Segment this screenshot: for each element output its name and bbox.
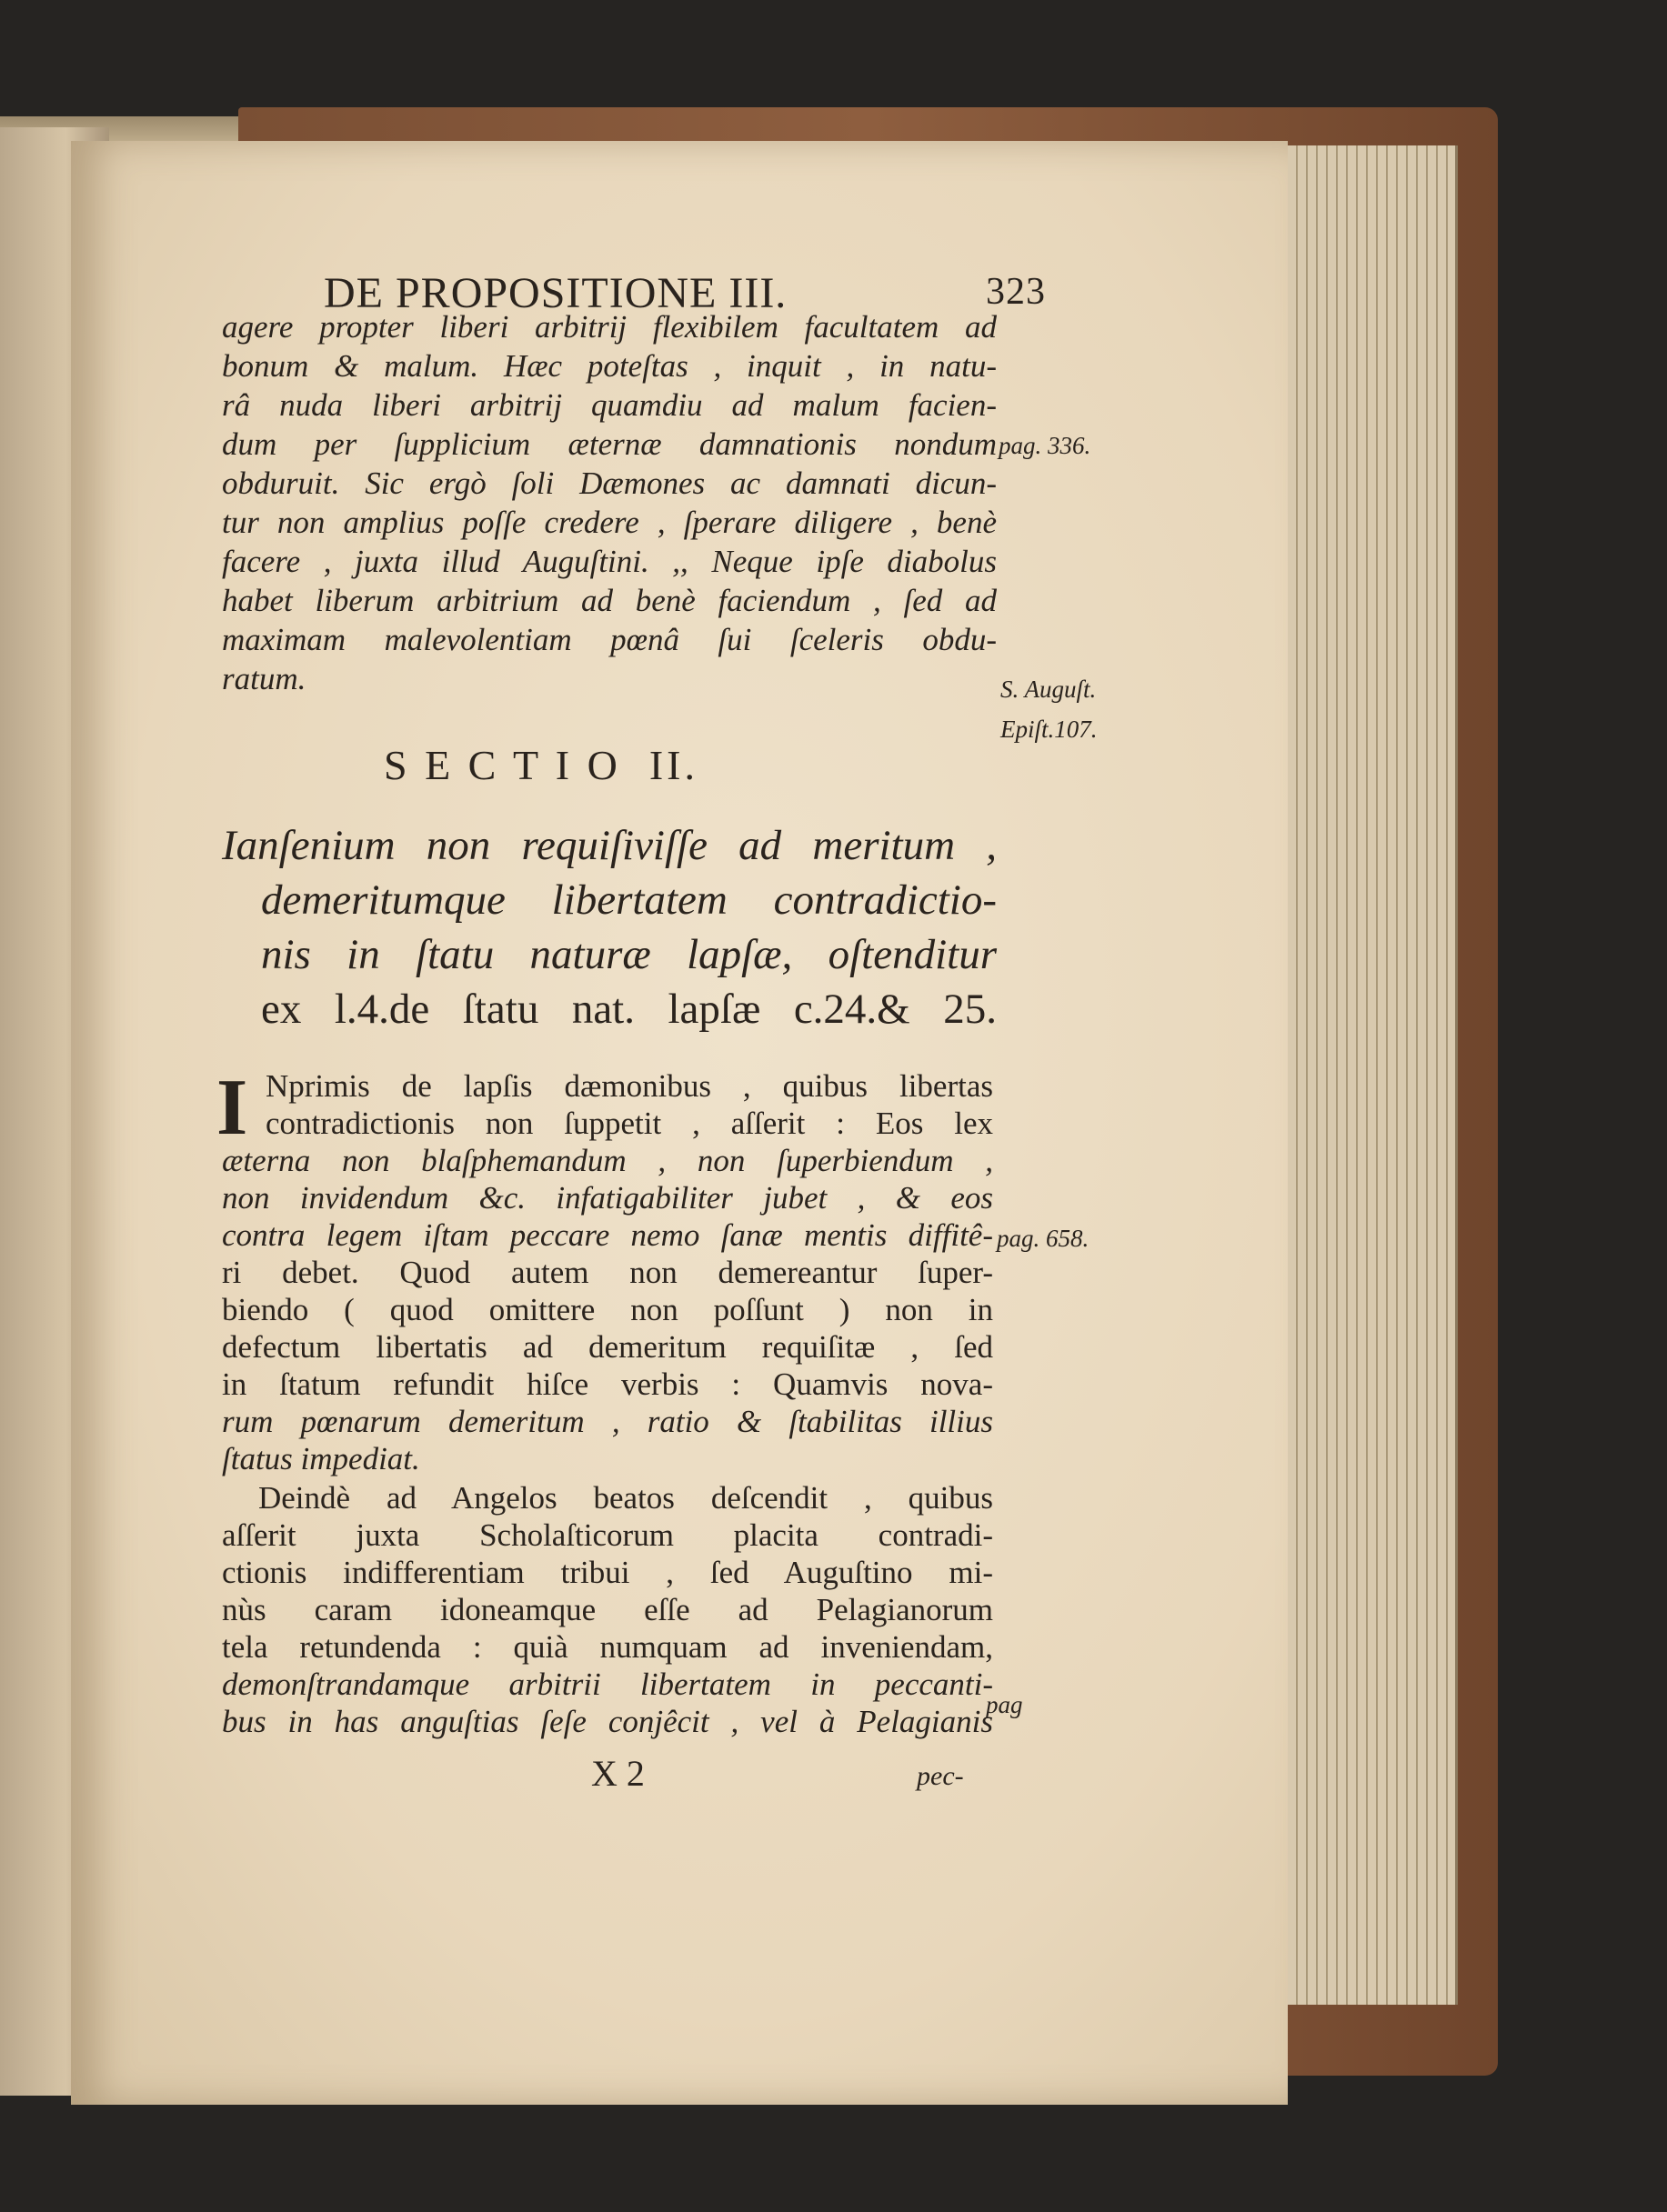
text-line: facere , juxta illud Auguſtini. ,, Neque ipſe diabolus bbox=[222, 544, 997, 579]
text-line: dum per ſupplicium æternæ damnationis nondum bbox=[222, 426, 997, 462]
text-line: bus in has anguſtias ſeſe conjêcit , vel à Pelagianis bbox=[222, 1704, 993, 1739]
section-heading-line: Ianſenium non requiſiviſſe ad meritum , bbox=[222, 822, 997, 869]
drop-cap: I bbox=[216, 1064, 248, 1152]
text-line: in ſtatum refundit hiſce verbis : Quamvis nova- bbox=[222, 1366, 993, 1402]
text-line: non invidendum &c. infatigabiliter jubet , & eos bbox=[222, 1180, 993, 1216]
margin-note: Epiſt.107. bbox=[1000, 716, 1098, 743]
text-line: æterna non blaſphemandum , non ſuperbiendum , bbox=[222, 1143, 993, 1178]
text-line: demonſtrandamque arbitrii libertatem in peccanti- bbox=[222, 1667, 993, 1702]
margin-note: pag. 658. bbox=[997, 1225, 1090, 1252]
text-line: râ nuda liberi arbitrij quamdiu ad malum facien- bbox=[222, 387, 997, 423]
margin-note: pag bbox=[986, 1691, 1023, 1718]
text-line: nùs caram idoneamque eſſe ad Pelagianorum bbox=[222, 1592, 993, 1627]
text-line: ſtatus impediat. bbox=[222, 1441, 420, 1476]
text-line: ctionis indifferentiam tribui , ſed Auguſtino mi- bbox=[222, 1555, 993, 1590]
text-line: obduruit. Sic ergò ſoli Dæmones ac damnati dicun- bbox=[222, 465, 997, 501]
book-page bbox=[71, 141, 1288, 2105]
section-title: S E C T I O II. bbox=[384, 742, 698, 788]
margin-note: pag. 336. bbox=[999, 432, 1091, 459]
text-line: maximam malevolentiam pœnâ ſui ſceleris obdu- bbox=[222, 622, 997, 657]
text-line: ratum. bbox=[222, 661, 306, 696]
margin-note: S. Auguſt. bbox=[1000, 676, 1097, 703]
text-line: contra legem iſtam peccare nemo ſanæ mentis diffitê- bbox=[222, 1217, 993, 1253]
text-line: Deindè ad Angelos beatos deſcendit , quibus bbox=[258, 1480, 993, 1516]
running-header: DE PROPOSITIONE III. bbox=[324, 269, 788, 317]
text-line: biendo ( quod omittere non poſſunt ) non in bbox=[222, 1292, 993, 1327]
text-line: tela retundenda : quià numquam ad inveniendam, bbox=[222, 1629, 993, 1665]
signature-mark: X 2 bbox=[591, 1753, 645, 1794]
text-line: Nprimis de lapſis dæmonibus , quibus libertas bbox=[266, 1068, 993, 1104]
text-line: tur non amplius poſſe credere , ſperare diligere , benè bbox=[222, 505, 997, 540]
section-heading-line: nis in ſtatu naturæ lapſæ, oſtenditur bbox=[261, 931, 997, 978]
catchword: pec- bbox=[917, 1761, 964, 1791]
text-line: ri debet. Quod autem non demereantur ſuper- bbox=[222, 1255, 993, 1290]
text-line: defectum libertatis ad demeritum requiſitæ , ſed bbox=[222, 1329, 993, 1365]
text-line: habet liberum arbitrium ad benè faciendum , ſed ad bbox=[222, 583, 997, 618]
section-heading-line: ex l.4.de ſtatu nat. lapſæ c.24.& 25. bbox=[261, 986, 997, 1033]
text-line: rum pœnarum demeritum , ratio & ſtabilitas illius bbox=[222, 1404, 993, 1439]
text-line: agere propter liberi arbitrij flexibilem facultatem ad bbox=[222, 309, 997, 345]
page-number: 323 bbox=[986, 271, 1046, 313]
text-line: contradictionis non ſuppetit , aſſerit : Eos lex bbox=[266, 1106, 993, 1141]
text-line: aſſerit juxta Scholaſticorum placita contradi- bbox=[222, 1517, 993, 1553]
page-edges bbox=[1278, 145, 1458, 2005]
section-heading-line: demeritumque libertatem contradictio- bbox=[261, 876, 997, 924]
text-line: bonum & malum. Hæc poteſtas , inquit , in natu- bbox=[222, 348, 997, 384]
